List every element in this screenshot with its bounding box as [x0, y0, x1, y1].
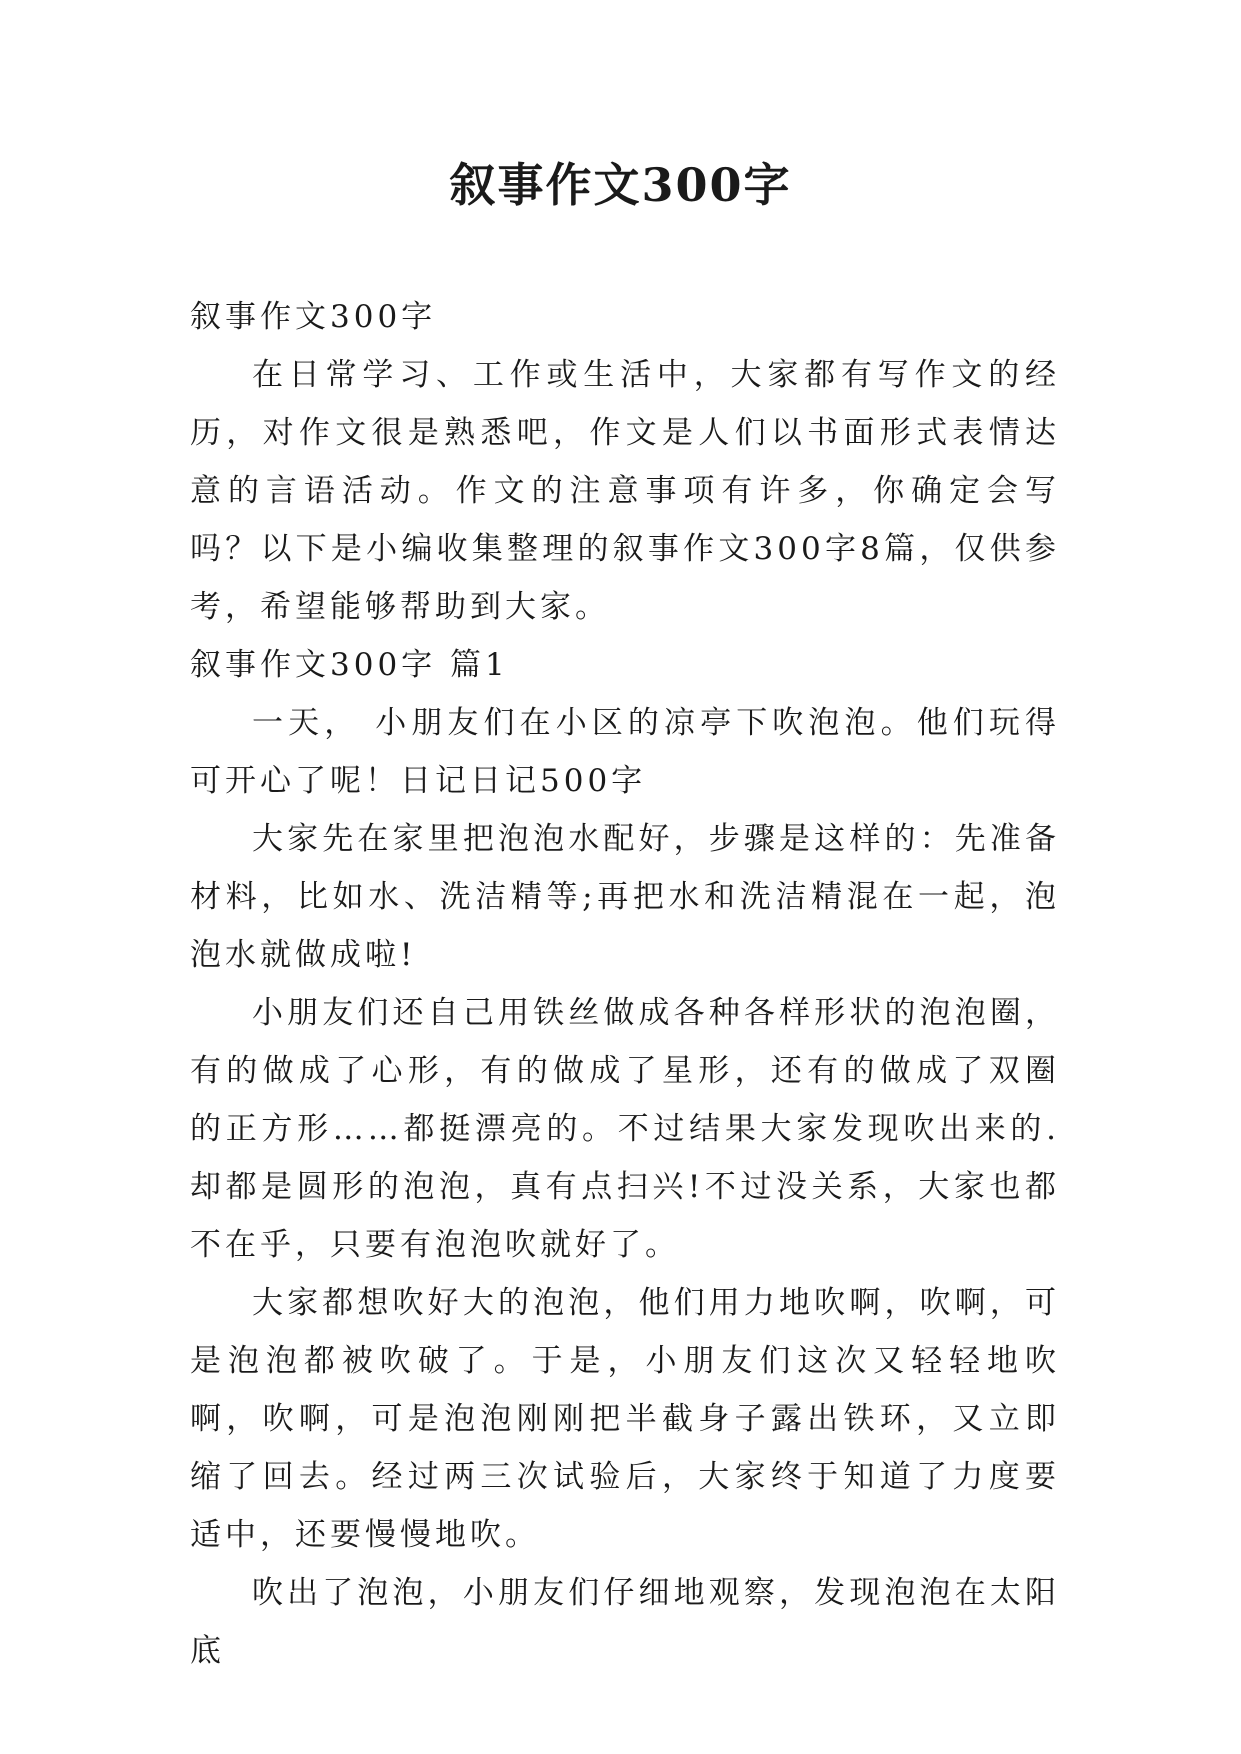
intro-paragraph: 在日常学习、工作或生活中，大家都有写作文的经历，对作文很是熟悉吧，作文是人们以书面形式表情达意的言语活动。作文的注意事项有许多，你确定会写吗？以下是小编收集整理的叙事作文300字8篇，仅供参考，希望能够帮助到大家。 [190, 357, 1060, 625]
body-paragraph: 小朋友们还自己用铁丝做成各种各样形状的泡泡圈，有的做成了心形，有的做成了星形，还有的做成了双圈的正方形……都挺漂亮的。不过结果大家发现吹出来的.却都是圆形的泡泡，真有点扫兴!不过没关系，大家也都不在乎，只要有泡泡吹就好了。 [190, 995, 1060, 1263]
body-paragraph: 吹出了泡泡，小朋友们仔细地观察，发现泡泡在太阳底 [190, 1575, 1060, 1669]
section-heading: 叙事作文300字 篇1 [190, 647, 509, 683]
subtitle-paragraph: 叙事作文300字 [190, 299, 437, 335]
body-paragraph: 大家都想吹好大的泡泡，他们用力地吹啊，吹啊，可是泡泡都被吹破了。于是，小朋友们这次又轻轻地吹啊，吹啊，可是泡泡刚刚把半截身子露出铁环，又立即缩了回去。经过两三次试验后，大家终于知道了力度要适中，还要慢慢地吹。 [190, 1285, 1060, 1553]
document-body [190, 288, 1060, 1680]
body-paragraph: 大家先在家里把泡泡水配好，步骤是这样的：先准备材料，比如水、洗洁精等;再把水和洗洁精混在一起，泡泡水就做成啦! [190, 821, 1060, 973]
page-title: 叙事作文300字 [449, 158, 792, 212]
body-paragraph: 一天， 小朋友们在小区的凉亭下吹泡泡。他们玩得可开心了呢！日记日记500字 [190, 705, 1060, 799]
